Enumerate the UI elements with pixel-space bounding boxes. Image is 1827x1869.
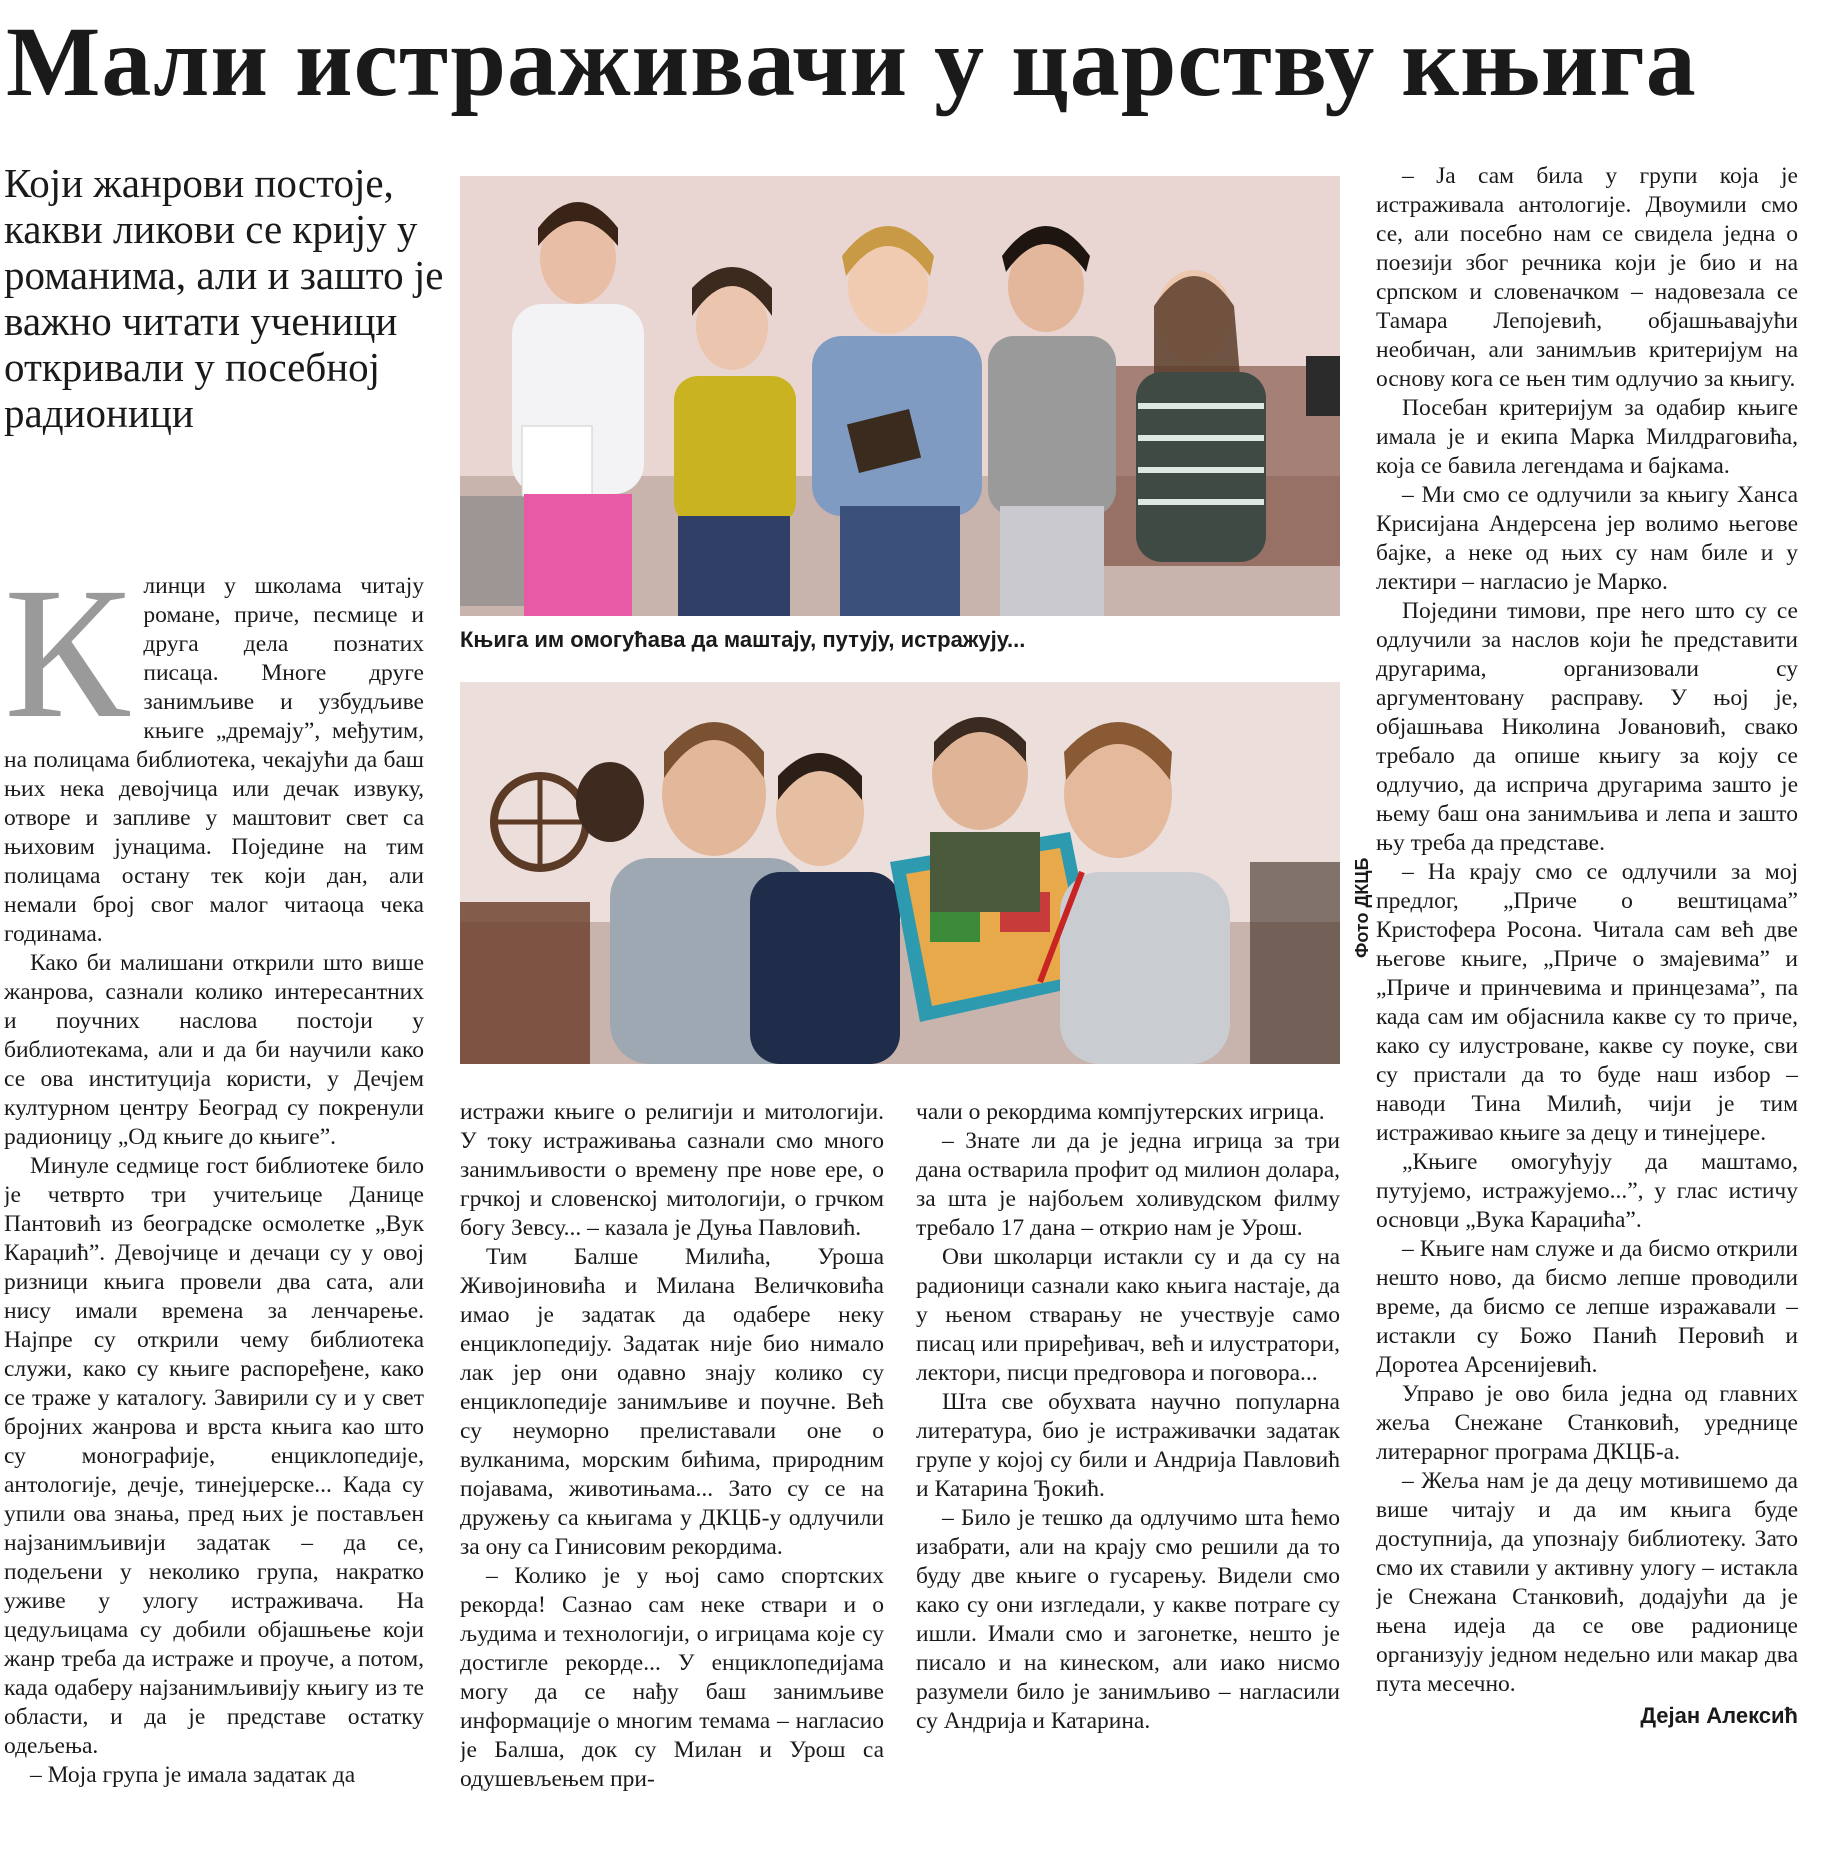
article-column-2 [460,1098,884,1862]
article-column-3 [916,1098,1340,1862]
photo-caption: Књига им омогућава да маштају, путују, истражују... [460,627,1026,652]
paragraph: – Знате ли да је једна игрица за три дана остварила профит од милион долара, за шта је најбољем холивудском филму требало 17 дана – открио нам је Урош. [916,1128,1340,1241]
deck-subheadline: Који жанрови постоје, какви ликови се крију у романима, али и зашто је важно читати ученици откривали у посебној радионици [4,160,444,436]
photo-girls-reading-illustration [460,176,1340,616]
paragraph: Шта све обухвата научно популарна литература, био је истраживачки задатак групе у којој су били и Андрија Павловић и Катарина Ђокић. [916,1389,1340,1502]
paragraph: чали о рекордима компјутерских игрица. [916,1099,1325,1125]
paragraph: Ови школарци истакли су и да су на радионици сазнали како књига настаје, да у њеном стварању не учествује само писац или приређивач, већ и илустратори, лектори, писци предговора и поговора... [916,1244,1340,1386]
paragraph: Посебан критеријум за одабир књиге имала је и екипа Марка Милдраговића, која се бавила легендама и бајкама. [1376,395,1798,479]
paragraph: Тим Балше Милића, Уроша Живојиновића и Милана Величковића имао је задатак да одабере неку енциклопедију. Задатак није био нимало лак јер они одавно знају колико су енциклопедије занимљиве и поучне. Већ су неуморно прелиставали оне о вулканима, морским бићима, природним појавама, животињама... Зато су се на дружењу са књигама у ДКЦБ-у одлучили за ону са Гинисовим рекордима. [460,1244,884,1560]
drop-cap: К [4,572,130,757]
paragraph: Поједини тимови, пре него што су се одлучили за наслов који ће представити другарима, организовали су аргументовану расправу. У њој је, објашњава Николина Јовановић, свако требало да опише књигу за коју се одлучио, да исприча другарима зашто је њему баш она занимљива и лепа и зашто њу треба да представе. [1376,598,1798,856]
paragraph: – Књиге нам служе и да бисмо открили нешто ново, да бисмо лепше проводили време, да бисмо се лепше изражавали – истакли су Божо Панић Перовић и Доротеа Арсенијевић. [1376,1236,1798,1378]
paragraph: – Моја група је имала задатак да [30,1762,356,1788]
paragraph: линци у школама читају романе, приче, песмице и друга дела познатих писаца. Многе друге занимљиве и узбудљиве књиге „дремају”, међутим, на полицама библиотека, чекајући да баш њих нека девојчица или дечак извуку, отворе и запливе у маштовит свет са њиховим јунацима. Поједине на тим полицама остану тек који дан, али немали број свог малог читаоца чека годинама. [4,573,424,947]
headline: Мали истраживачи у царству књига [6,6,1697,117]
paragraph: Минуле седмице гост библиотеке било је четврто три учитељице Данице Пантовић из београдске осмолетке „Вук Караџић”. Девојчице и дечаци су у овој ризници књига провели два сата, али нису имали времена за ленчарење. Најпре су открили чему библиотека служи, како су књиге распоређене, како се траже у каталогу. Завирили су и у свет бројних жанрова и врста књига као што су монографије, енциклопедије, антологије, дечје, тинејџерске... Када су упили ова знања, пред њих је постављен најзанимљивији задатак – да се, подељени у неколико група, накратко уживе у улогу истраживача. На цедуљицама су добили објашњење који жанр треба да истраже и проуче, а потом, када одаберу најзанимљивију књигу из те области, и да је представе остатку одељења. [4,1153,424,1759]
article-column-1 [4,572,424,1862]
paragraph: – Ја сам била у групи која је истраживала антологије. Двоумили смо се, али посебно нам се свидела једна о поезији због речника који је био и на српском и словеначком – надовезала се Тамара Лепојевић, објашњавајући необичан, али занимљив критеријум на основу кога се њен тим одлучио за књигу. [1376,163,1798,392]
byline: Дејан Алексић [1640,1703,1798,1728]
paragraph: – Ми смо се одлучили за књигу Ханса Крисијана Андерсена јер волимо његове бајке, а неке од њих су нам биле и у лектири – нагласио је Марко. [1376,482,1798,595]
paragraph: Како би малишани открили што више жанрова, сазнали колико интересантних и поучних наслова постоји у библиотекама, али и да би научили како се ова институција користи, у Дечјем културном центру Београд су покренули радионицу „Од књиге до књиге”. [4,950,424,1150]
paragraph: истражи књиге о религији и митологији. У току истраживања сазнали смо много занимљивости о времену пре нове ере, о грчкој и словенској митологији, о грчком богу Зевсу... – казала је Дуња Павловић. [460,1099,884,1241]
photo-boys-reading [460,682,1340,1064]
paragraph: – Жеља нам је да децу мотивишемо да више читају и да им књига буде доступнија, да упознају библиотеку. Зато смо их ставили у активну улогу – истакла је Снежана Станковић, додајући да је њена идеја да се ове радионице организују једном недељно или макар два пута месечно. [1376,1468,1798,1697]
photo-girls-reading [460,176,1340,616]
photo-boys-reading-illustration [460,682,1340,1064]
paragraph: – Било је тешко да одлучимо шта ћемо изабрати, али на крају смо решили да то буду две књиге о гусарењу. Видели смо како су они изгледали, у какве потраге су ишли. Имали смо и загонетке, нешто је писало и на кинеском, али иако нисмо разумели било је занимљиво – нагласили су Андрија и Катарина. [916,1505,1340,1734]
paragraph: Управо је ово била једна од главних жеља Снежане Станковић, уреднице литерарног програма ДКЦБ-а. [1376,1381,1798,1465]
photo-credit: Фото ДКЦБ [1352,857,1372,958]
article-column-4 [1376,162,1798,1862]
paragraph: „Књиге омогућују да маштамо, путујемо, истражујемо...”, у глас истичу основци „Вука Караџића”. [1376,1149,1798,1233]
paragraph: – На крају смо се одлучили за мој предлог, „Приче о вештицама” Кристофера Росона. Читала сам већ две његове књиге, „Приче о змајевима” и „Приче и принчевима и принцезама”, па када сам им објаснила какве су то приче, како су илустроване, какве су поуке, сви су пристали да то буде наш избор – наводи Тина Милић, чији је тим истраживао књиге за децу и тинејџере. [1376,859,1798,1146]
paragraph: – Колико је у њој само спортских рекорда! Сазнао сам неке ствари и о људима и технологији, о игрицама које су достигле рекорде... У енциклопедијама могу да се нађу баш занимљиве информације о многим темама – нагласио је Балша, док су Милан и Урош са одушевљењем при- [460,1563,884,1792]
